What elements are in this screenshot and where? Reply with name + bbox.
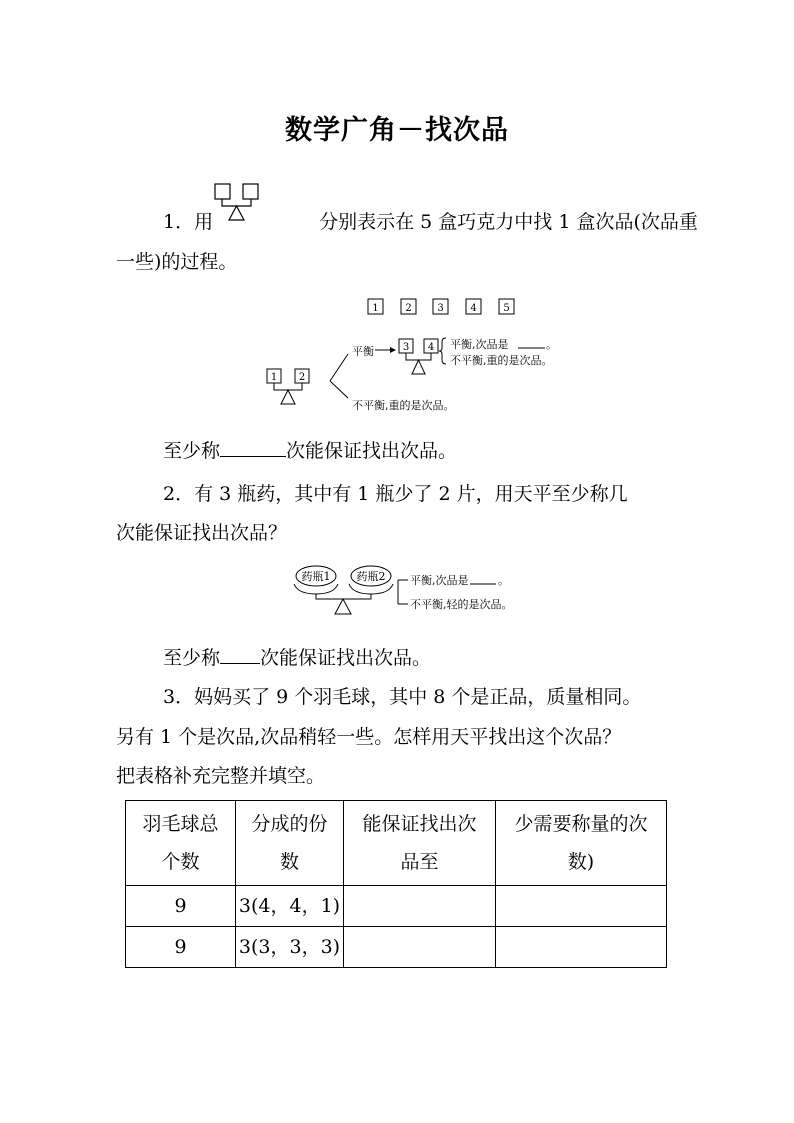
q2-balance-result-end: 。 (498, 574, 509, 587)
q2-unbalance-result: 不平衡,轻的是次品。 (410, 598, 513, 611)
right-fulcrum (412, 360, 425, 374)
header-text: 数 (279, 851, 299, 873)
table-cell-blank[interactable] (496, 886, 667, 927)
right-pan-box-4-label: 4 (427, 342, 435, 353)
header-text: 个数 (161, 851, 200, 873)
branch-unbalance: 不平衡,重的是次品。 (352, 399, 455, 412)
q3-line2: 另有 1 个是次品,次品稍轻一些。怎样用天平找出这个次品？ (116, 726, 622, 748)
box-2-label: 2 (405, 303, 412, 314)
bottle-2-label: 药瓶2 (356, 570, 386, 583)
q1-diagram (260, 293, 620, 418)
right-pan-box-3-label: 3 (402, 342, 410, 353)
table-cell: 3(4，4，1) (236, 886, 344, 927)
box-3-label: 3 (437, 303, 444, 314)
q2-answer (163, 645, 431, 670)
q2-answer-prefix: 至少称 (163, 647, 221, 669)
header-text: 分成的份 (251, 813, 328, 835)
q3-line3: 把表格补充完整并填空。 (116, 765, 326, 787)
q2-line2: 次能保证找出次品？ (116, 522, 288, 544)
q1-text: 分别表示在 5 盒巧克力中找 1 盒次品(次品重 (319, 211, 698, 233)
q3-line1: 3．妈妈买了 9 个羽毛球，其中 8 个是正品，质量相同。 (163, 686, 642, 708)
q1-answer-prefix: 至少称 (163, 440, 221, 462)
left-pan-box-1-label: 1 (270, 372, 278, 383)
header-text: 羽毛球总 (142, 813, 219, 835)
badminton-table (125, 800, 667, 968)
q2-balance-result: 平衡,次品是 (410, 574, 469, 587)
header-text: 品至 (400, 851, 439, 873)
q1-line2: 一些)的过程。 (116, 251, 238, 273)
table-row (126, 927, 667, 968)
left-pan-box-2-label: 2 (298, 372, 306, 383)
table-header-cell (126, 801, 236, 886)
q1-number: 1．用 (163, 211, 214, 233)
table-cell-blank[interactable] (344, 886, 496, 927)
table-cell-blank[interactable] (344, 927, 496, 968)
table-cell: 9 (126, 886, 236, 927)
box-1-label: 1 (372, 303, 379, 314)
balance-scale-icon (211, 182, 263, 230)
header-text: 数) (567, 851, 595, 873)
header-text: 少需要称量的次 (514, 813, 648, 835)
q2-line1: 2．有 3 瓶药，其中有 1 瓶少了 2 片，用天平至少称几 (163, 483, 628, 505)
table-cell-blank[interactable] (496, 927, 667, 968)
q2-answer-blank[interactable] (220, 645, 260, 664)
left-fulcrum (281, 390, 295, 404)
box-5-label: 5 (503, 303, 510, 314)
q2-fulcrum (335, 599, 351, 614)
box-4-label: 4 (470, 303, 477, 314)
branch-balance-result-end: 。 (546, 338, 557, 351)
q2-answer-suffix: 次能保证找出次品。 (260, 647, 432, 669)
q1-line1 (163, 210, 698, 234)
table-cell: 9 (126, 927, 236, 968)
bottle-1-label: 药瓶1 (301, 570, 331, 583)
table-row (126, 886, 667, 927)
q1-answer (163, 438, 457, 463)
page-title: 数学广角－找次品 (285, 115, 509, 146)
table-header-cell (496, 801, 667, 886)
table-header-cell (344, 801, 496, 886)
table-header-row (126, 801, 667, 886)
branch-balance-label: 平衡 (352, 345, 374, 358)
table-cell: 3(3，3，3) (236, 927, 344, 968)
q2-diagram (290, 562, 560, 622)
q1-answer-suffix: 次能保证找出次品。 (286, 440, 458, 462)
header-text: 能保证找出次 (362, 813, 477, 835)
branch-unbalance-inner: 不平衡,重的是次品。 (450, 354, 553, 367)
q1-answer-blank[interactable] (220, 438, 286, 457)
table-header-cell (236, 801, 344, 886)
branch-balance-result: 平衡,次品是 (450, 338, 509, 351)
